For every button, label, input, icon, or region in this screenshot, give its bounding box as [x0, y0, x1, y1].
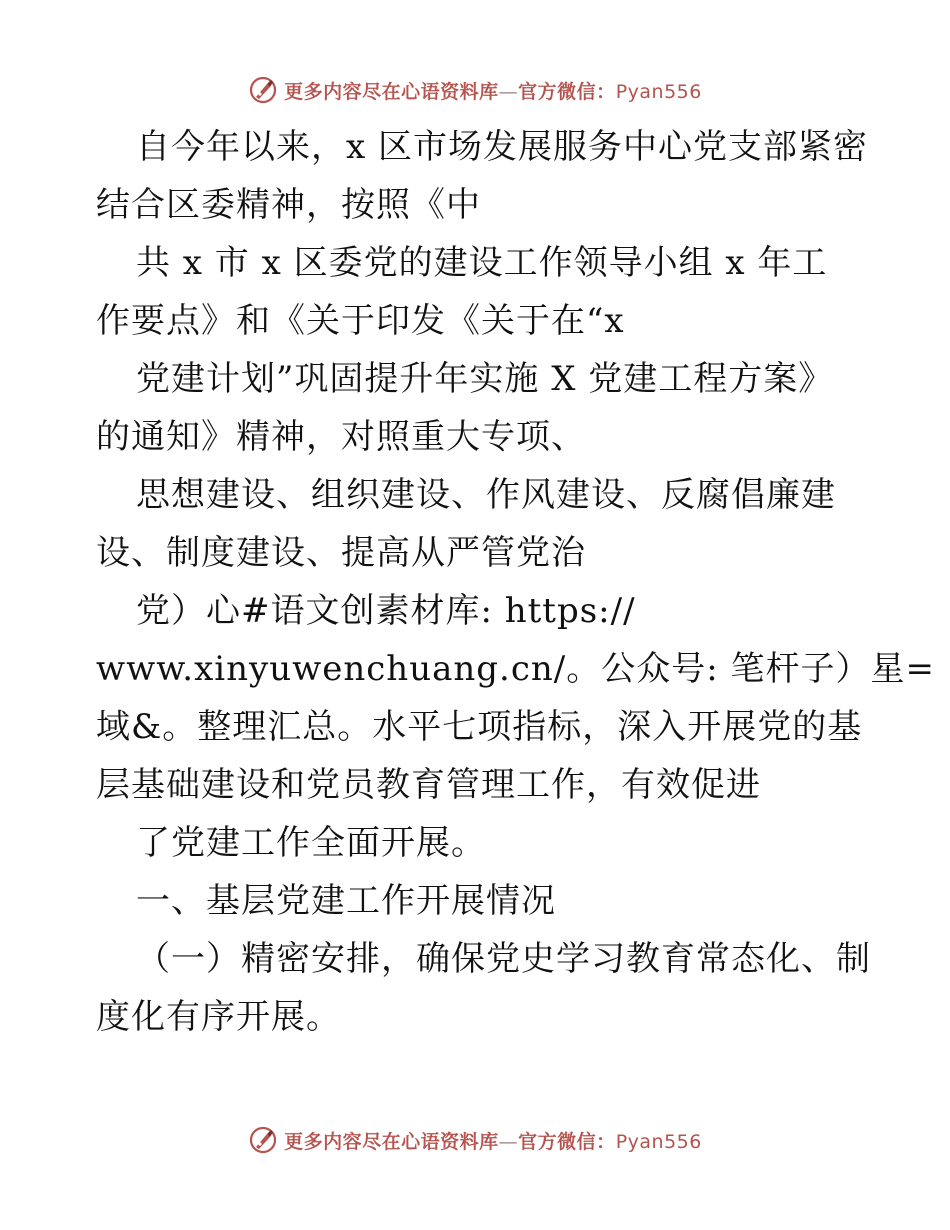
banner-handle: Pyan556 [615, 1130, 702, 1153]
text-line: 作要点》和《关于印发《关于在“x [96, 301, 625, 341]
document-body [96, 118, 935, 1046]
text-line: 共 x 市 x 区委党的建设工作领导小组 x 年工 [136, 243, 828, 283]
banner-separator: — [498, 1130, 519, 1153]
text-line: 度化有序开展。 [96, 997, 341, 1037]
footer-banner-text [284, 1127, 702, 1154]
text-line: 党）心#语文创素材库: https:// [136, 591, 636, 631]
header-banner-text [284, 77, 702, 104]
text-line: 域&。整理汇总。水平七项指标，深入开展党的基 [96, 707, 863, 747]
banner-separator: — [498, 80, 519, 103]
pen-nib-logo-icon [248, 75, 278, 105]
text-line: 自今年以来，x 区市场发展服务中心党支部紧密 [136, 127, 868, 167]
banner-label: 官方微信： [518, 80, 616, 103]
text-line: 设、制度建设、提高从严管党治 [96, 533, 586, 573]
banner-site-name: 更多内容尽在心语资料库 [284, 1130, 499, 1153]
text-line: 了党建工作全面开展。 [136, 823, 486, 863]
header-banner [0, 70, 950, 110]
text-line: 的通知》精神，对照重大专项、 [96, 417, 586, 457]
banner-label: 官方微信： [518, 1130, 616, 1153]
text-line: 一、基层党建工作开展情况 [136, 881, 556, 921]
text-line: 层基础建设和党员教育管理工作，有效促进 [96, 765, 761, 805]
text-line: 党建计划”巩固提升年实施 X 党建工程方案》 [136, 359, 834, 399]
banner-handle: Pyan556 [615, 80, 702, 103]
text-line: （一）精密安排，确保党史学习教育常态化、制 [136, 939, 871, 979]
banner-site-name: 更多内容尽在心语资料库 [284, 80, 499, 103]
text-line: 思想建设、组织建设、作风建设、反腐倡廉建 [136, 475, 836, 515]
pen-nib-logo-icon [248, 1125, 278, 1155]
footer-banner [0, 1120, 950, 1160]
text-line: www.xinyuwenchuang.cn/。公众号: 笔杆子）星= [96, 649, 935, 689]
text-line: 结合区委精神，按照《中 [96, 185, 481, 225]
